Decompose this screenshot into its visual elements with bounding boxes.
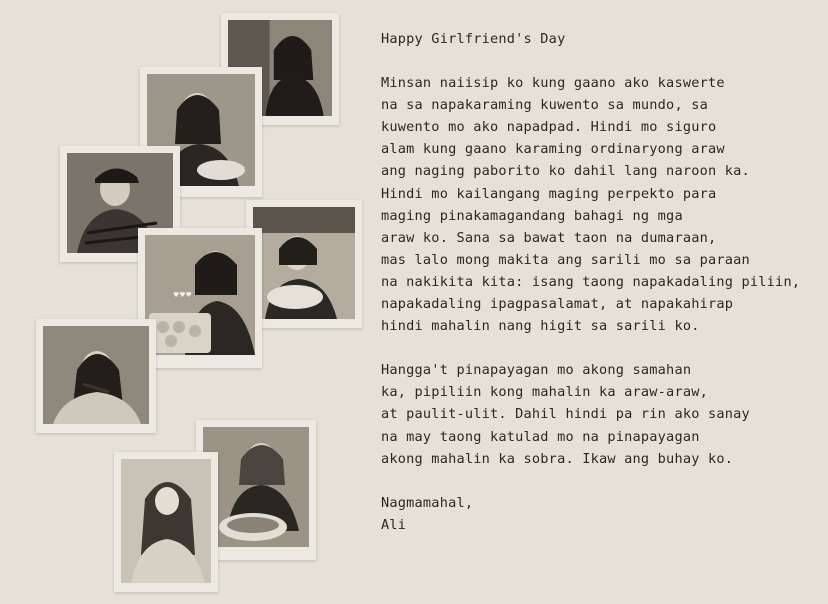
letter-closing: Nagmamahal, xyxy=(381,494,474,511)
letter-title: Happy Girlfriend's Day xyxy=(381,31,566,47)
letter-paragraph-1: Minsan naiisip ko kung gaano ako kaswerte na sa napakaraming kuwento sa mundo, sa kuwento mo ako napadpad. Hindi mo siguro alam kung gaano karaming ordinaryong araw ang naging paborito ko dahil lang naroon ka. Hindi mo kailangang maging perpekto para maging pinakamagandang bahagi ng mga araw ko. Sana sa bawat taon na dumaraan, mas lalo mong makita ang sarili mo sa paraan na nakikita kita: isang taong napakadaling piliin, napakadaling ipagpasalamat, at napakahirap hindi mahalin nang higit sa sarili ko. xyxy=(381,75,801,335)
polaroid-photo-6 xyxy=(36,319,156,433)
letter-text xyxy=(381,28,811,536)
photo-woman-bowl xyxy=(203,427,309,547)
letter-paragraph-2: Hangga't pinapayagan mo akong samahan ka, pipiliin kong mahalin ka araw-araw, at paulit-ulit. Dahil hindi pa rin ako sanay na may taong katulad mo na pinapayagan akong mahalin ka sobra. Ikaw ang buhay ko. xyxy=(381,362,750,467)
photo-caption-mark: ♥♥♥ xyxy=(173,291,192,299)
photo-woman-eating xyxy=(43,326,149,424)
polaroid-photo-5 xyxy=(138,228,262,368)
photo-woman-dumplings xyxy=(145,235,255,355)
polaroid-photo-8 xyxy=(114,452,218,592)
letter-signature: Ali xyxy=(381,516,407,533)
photo-collage xyxy=(0,0,370,604)
photo-woman-portrait xyxy=(121,459,211,583)
polaroid-photo-4 xyxy=(246,200,362,328)
photo-woman-noodles xyxy=(253,207,355,319)
